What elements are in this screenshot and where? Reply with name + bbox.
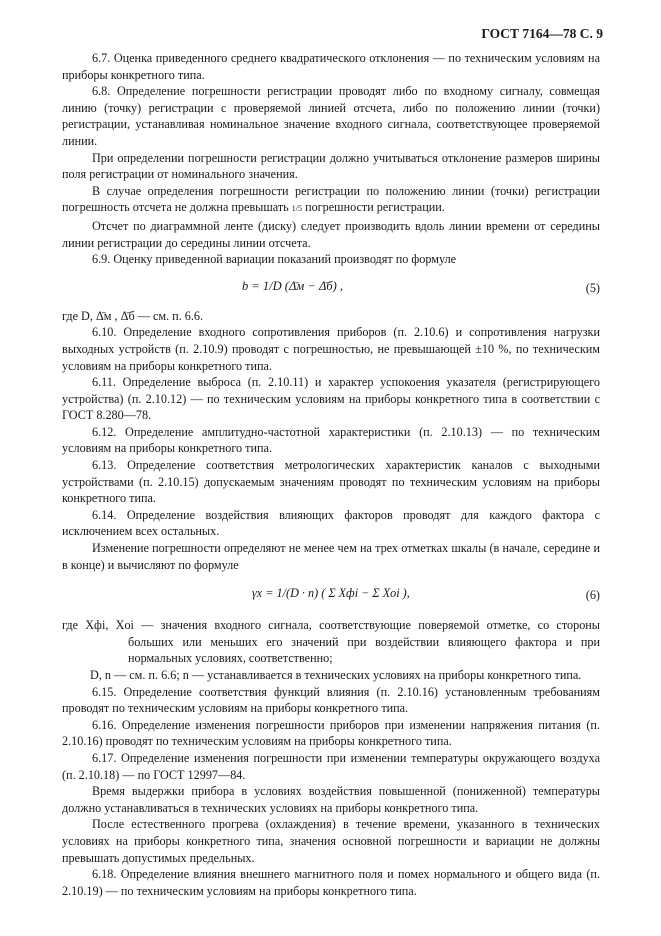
where-clause-6: где Xфi, Xоi — значения входного сигнала, соответствующие поверяемой отметке, со стороны больших или меньших его значений при воздействии влияющего фактора и при нормальных условиях, соответственно; xyxy=(62,618,600,666)
fraction-one-fifth: 1/5 xyxy=(291,204,303,214)
paragraph-after-warmup: После естественного прогрева (охлаждения) в течение времени, указанного в технических условиях на приборы конкретного типа, значения основной погрешности и вариации не должны превышать допустимых предельных. xyxy=(62,817,600,865)
paragraph-6-7: 6.7. Оценка приведенного среднего квадратического отклонения — по техническим условиям на приборы конкретного типа. xyxy=(62,51,600,82)
formula-6-number: (6) xyxy=(585,588,600,603)
formula-5 xyxy=(62,268,600,308)
where-clause-6-dn: D, n — см. п. 6.6; n — устанавливается в технических условиях на приборы конкретного типа. xyxy=(90,668,582,682)
paragraph-registration-position-b: погрешности регистрации. xyxy=(305,200,445,215)
paragraph-6-13: 6.13. Определение соответствия метрологических характеристик каналов с выходными устройствами (п. 2.10.15) допускаемым значениям проводят по техническим условиям на приборы конкретного типа. xyxy=(62,458,600,506)
paragraph-6-9: 6.9. Оценку приведенной вариации показаний производят по формуле xyxy=(92,252,457,267)
where-clause-5: где D, Δ̄м , Δ̄б — см. п. 6.6. xyxy=(62,308,204,323)
paragraph-6-16: 6.16. Определение изменения погрешности приборов при изменении напряжения питания (п. 2.10.16) проводят по техническим условиям на приборы конкретного типа. xyxy=(62,717,600,749)
paragraph-6-11: 6.11. Определение выброса (п. 2.10.11) и характер успокоения указателя (регистрирующего устройства) (п. 2.10.12) — по техническим условиям на приборы конкретного типа в соответствии с ГОСТ 8.280—78. xyxy=(62,375,600,423)
paragraph-6-15: 6.15. Определение соответствия функций влияния (п. 2.10.16) установленным требованиям проводят по техническим условиям на приборы конкретного типа. xyxy=(62,684,600,716)
paragraph-6-18: 6.18. Определение влияния внешнего магнитного поля и помех нормального и общего вида (п. 2.10.19) — по техническим условиям на приборы конкретного типа. xyxy=(62,867,600,898)
paragraph-registration-position-a: В случае определения погрешности регистрации по положению линии (точки) регистрации погрешность отсчета не должна превышать xyxy=(62,183,600,215)
formula-6-expression: γx = 1/(D · n) ( Σ Xфi − Σ Xоi ), xyxy=(252,586,410,601)
formula-6 xyxy=(62,573,600,617)
paragraph-6-10: 6.10. Определение входного сопротивления приборов (п. 2.10.6) и сопротивления нагрузки выходных устройств (п. 2.10.9) проводят с погрешностью, не превышающей ±10 %, по техническим условиям на приборы конкретного типа. xyxy=(62,325,600,373)
paragraph-6-14: 6.14. Определение воздействия влияющих факторов проводят для каждого фактора с исключением всех остальных. xyxy=(62,507,600,539)
paragraph-registration-position xyxy=(62,183,600,218)
paragraph-exposure-time: Время выдержки прибора в условиях воздействия повышенной (пониженной) температуры должно устанавливаться в технических условиях на приборы конкретного типа. xyxy=(62,784,600,815)
paragraph-error-change: Изменение погрешности определяют не менее чем на трех отметках шкалы (в начале, середине и в конце) и вычисляют по формуле xyxy=(62,541,600,572)
document-body xyxy=(62,50,600,899)
paragraph-6-8: 6.8. Определение погрешности регистрации проводят либо по входному сигналу, совмещая линию (точку) регистрации с проверяемой линией отсчета, либо по положению линии (точки) регистрации, устанавливая номинальное значение входного сигнала, соответствующее проверяемой линии. xyxy=(62,84,600,148)
formula-5-expression: b = 1/D (Δ̄м − Δ̄б) , xyxy=(242,278,344,293)
paragraph-chart-reading: Отсчет по диаграммной ленте (диску) следует производить вдоль линии времени от середины линии регистрации до середины линии отсчета. xyxy=(62,218,600,250)
paragraph-6-17: 6.17. Определение изменения погрешности при изменении температуры окружающего воздуха (п. 2.10.18) — по ГОСТ 12997—84. xyxy=(62,750,600,782)
formula-5-number: (5) xyxy=(585,280,600,295)
paragraph-registration-width: При определении погрешности регистрации должно учитываться отклонение размеров ширины поля регистрации от номинального значения. xyxy=(62,150,600,182)
page-header: ГОСТ 7164—78 С. 9 xyxy=(481,26,603,41)
paragraph-6-12: 6.12. Определение амплитудно-частотной характеристики (п. 2.10.13) — по техническим условиям на приборы конкретного типа. xyxy=(62,424,600,456)
